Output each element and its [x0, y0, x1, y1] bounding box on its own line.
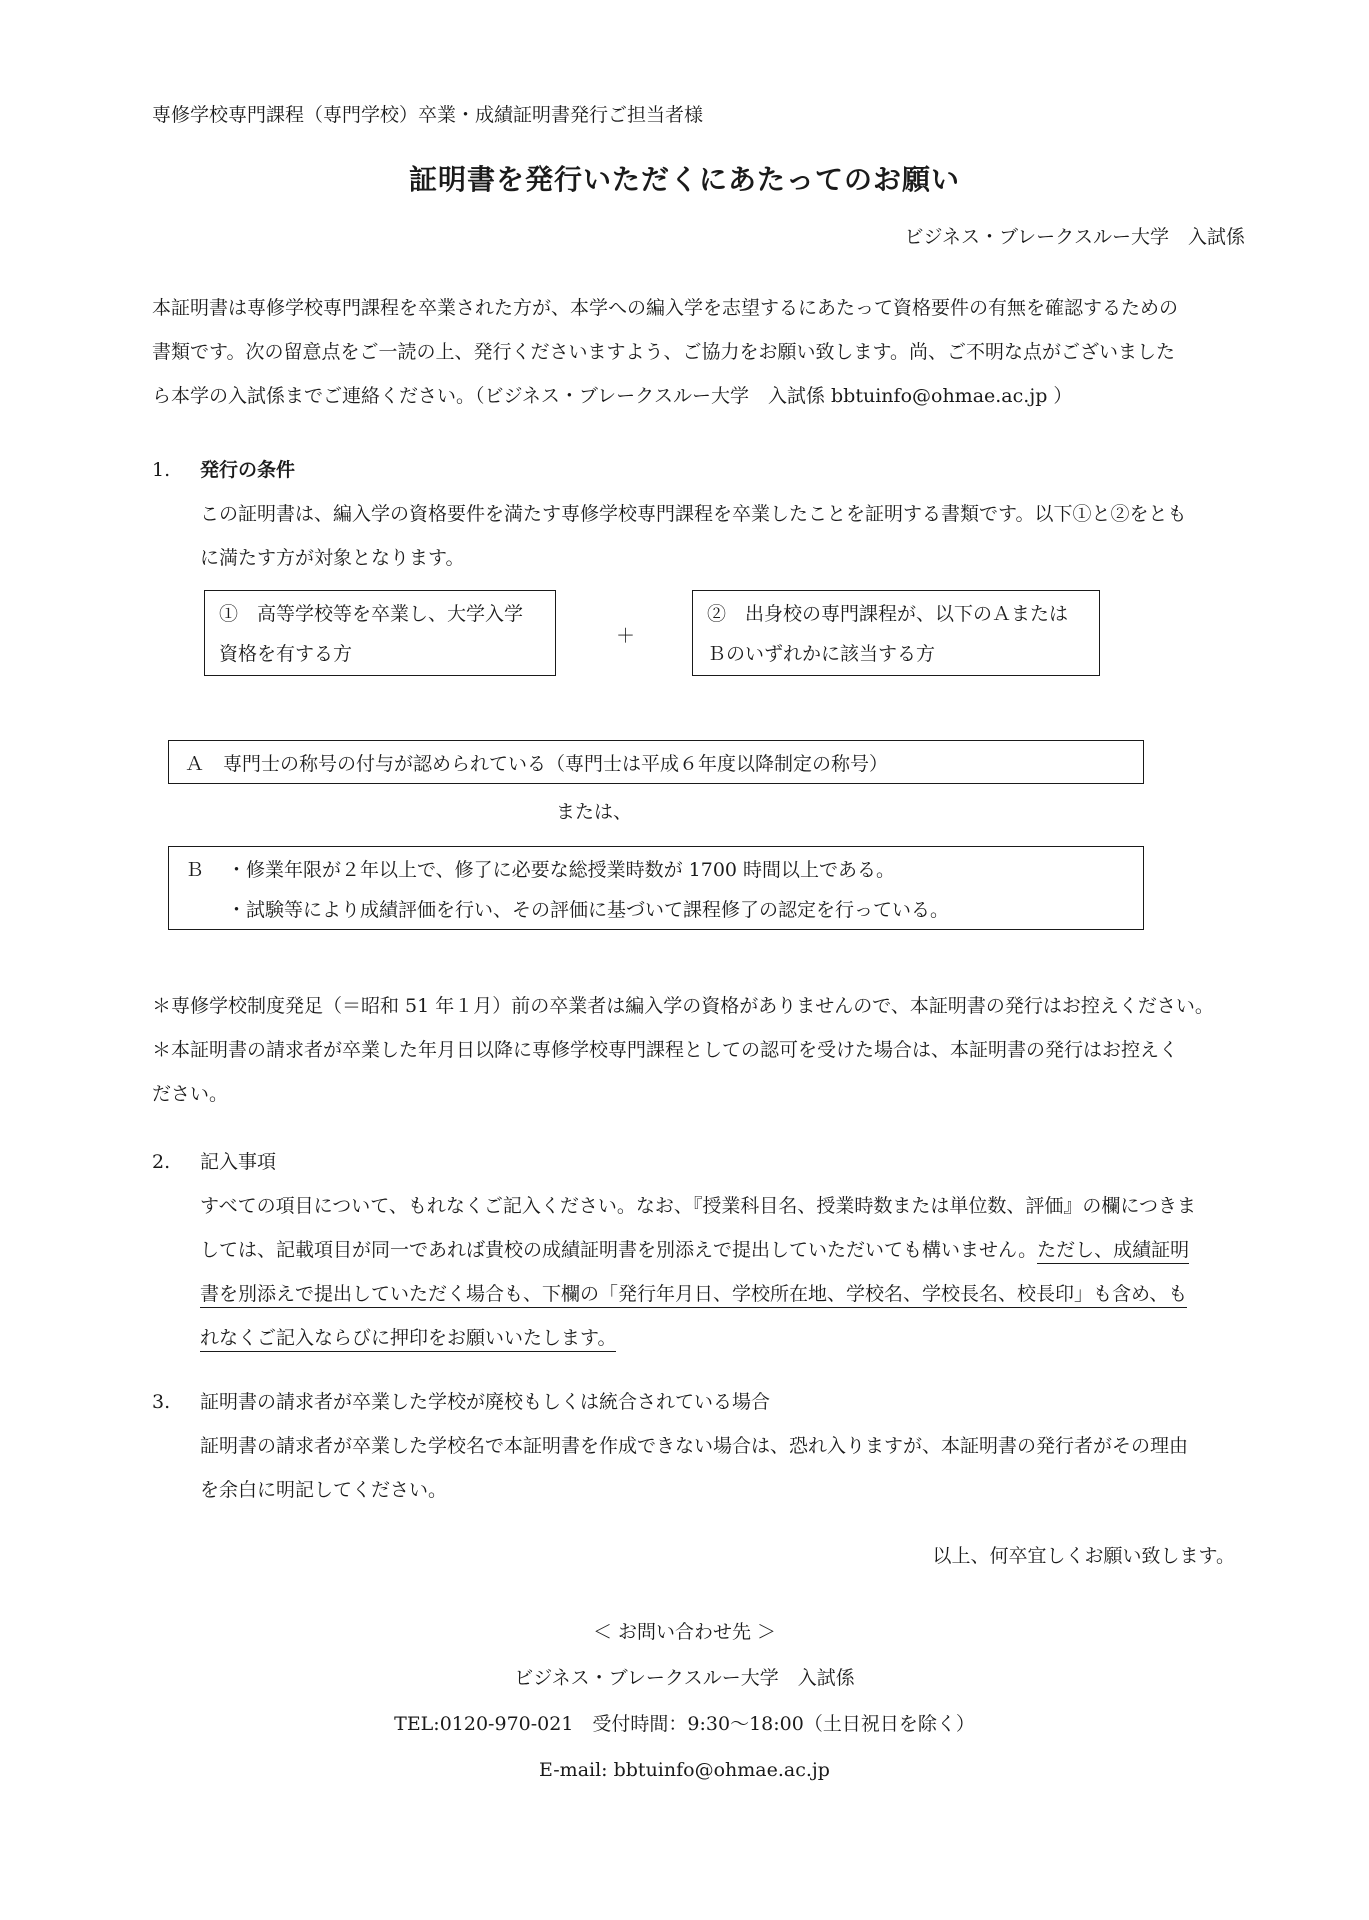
condition-box-b-line: ・修業年限が２年以上で、修了に必要な総授業時数が 1700 時間以上である。	[227, 859, 896, 881]
condition-box-1-line: 資格を有する方	[219, 643, 353, 665]
condition-box-2-line: ② 出身校の専門課程が、以下のＡまたは	[707, 603, 1069, 625]
section1-line: に満たす方が対象となります。	[200, 547, 465, 569]
condition-box-a-text: Ａ 専門士の称号の付与が認められている（専門士は平成６年度以降制定の称号）	[185, 753, 889, 775]
condition-box-1	[204, 590, 556, 676]
section2-paragraph	[200, 1184, 1196, 1360]
section2-line	[200, 1272, 1196, 1316]
section1-paragraph	[200, 492, 1186, 580]
section2-text: しては、記載項目が同一であれば貴校の成績証明書を別添えで提出していただいても構いません。	[200, 1239, 1038, 1261]
section2-heading: 記入事項	[200, 1151, 277, 1173]
contact-heading: ＜ お問い合わせ先 ＞	[592, 1621, 777, 1643]
note-line: ＊本証明書の請求者が卒業した年月日以降に専修学校専門課程としての認可を受けた場合は、本証明書の発行はお控えく	[152, 1039, 1179, 1061]
section3-heading: 証明書の請求者が卒業した学校が廃校もしくは統合されている場合	[200, 1391, 771, 1413]
condition-box-1-line: ① 高等学校等を卒業し、大学入学	[219, 603, 524, 625]
section1-heading: 発行の条件	[200, 459, 296, 481]
contact-email: E-mail: bbtuinfo@ohmae.ac.jp	[539, 1759, 830, 1781]
contact-org: ビジネス・ブレークスルー大学 入試係	[514, 1667, 855, 1689]
underlined-notice: れなくご記入ならびに押印をお願いいたします。	[200, 1327, 616, 1352]
plus-sign: ＋	[616, 625, 636, 647]
document-title: 証明書を発行いただくにあたってのお願い	[408, 163, 960, 196]
section3-number: 3.	[152, 1391, 171, 1413]
underlined-notice: ただし、成績証明	[1037, 1239, 1189, 1264]
note-line: ＊専修学校制度発足（＝昭和 51 年１月）前の卒業者は編入学の資格がありませんので、本証明書の発行はお控えください。	[152, 995, 1214, 1017]
section3-line: を余白に明記してください。	[200, 1479, 448, 1501]
underlined-notice: 書を別添えで提出していただく場合も、下欄の「発行年月日、学校所在地、学校名、学校長名、校長印」も含め、も	[200, 1283, 1187, 1308]
intro-line: 本証明書は専修学校専門課程を卒業された方が、本学への編入学を志望するにあたって資格要件の有無を確認するための	[152, 297, 1179, 319]
section3-paragraph	[200, 1424, 1188, 1512]
section1-number: 1.	[152, 459, 171, 481]
addressee: 専修学校専門課程（専門学校）卒業・成績証明書発行ご担当者様	[152, 104, 704, 126]
section2-line	[200, 1316, 1196, 1360]
notes	[152, 984, 1214, 1116]
section2-number: 2.	[152, 1151, 171, 1173]
section2-line: すべての項目について、もれなくご記入ください。なお、『授業科目名、授業時数または単位数、評価』の欄につきま	[200, 1195, 1196, 1217]
section2-line	[200, 1228, 1196, 1272]
condition-box-2-line: Ｂのいずれかに該当する方	[707, 643, 936, 665]
intro-line: 書類です。次の留意点をご一読の上、発行くださいますよう、ご協力をお願い致します。尚、ご不明な点がございました	[152, 341, 1175, 363]
note-line: ださい。	[152, 1083, 229, 1105]
section3-line: 証明書の請求者が卒業した学校名で本証明書を作成できない場合は、恐れ入りますが、本証明書の発行者がその理由	[200, 1435, 1189, 1457]
condition-box-b-line: ・試験等により成績評価を行い、その評価に基づいて課程修了の認定を行っている。	[227, 899, 950, 921]
condition-box-b	[168, 846, 1144, 930]
issuer: ビジネス・ブレークスルー大学 入試係	[904, 226, 1245, 248]
condition-box-2	[692, 590, 1100, 676]
contact-tel: TEL:0120-970-021 受付時間：9:30〜18:00（土日祝日を除く）	[394, 1713, 975, 1735]
condition-box-b-label: Ｂ	[185, 859, 205, 881]
closing-remark: 以上、何卒宜しくお願い致します。	[932, 1545, 1235, 1567]
or-label: または、	[556, 801, 633, 823]
condition-box-a	[168, 740, 1144, 784]
section1-line: この証明書は、編入学の資格要件を満たす専修学校専門課程を卒業したことを証明する書類です。以下①と②をとも	[200, 503, 1187, 525]
intro-line: ら本学の入試係までご連絡ください。（ビジネス・ブレークスルー大学 入試係 bbtuinfo@ohmae.ac.jp ）	[152, 385, 1073, 407]
intro-paragraph	[152, 286, 1178, 418]
